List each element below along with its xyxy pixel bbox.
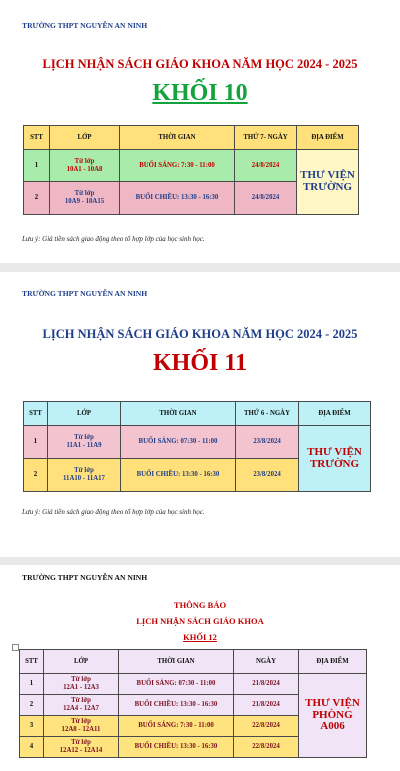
row-stt: 1 xyxy=(24,426,48,459)
header-class: LỚP xyxy=(50,126,120,150)
row-time: BUỔI CHIỀU: 13:30 - 16:30 xyxy=(119,695,234,716)
row-date: 23/8/2024 xyxy=(236,459,299,492)
table-row xyxy=(24,150,359,182)
row-stt: 1 xyxy=(24,150,50,182)
table-row xyxy=(24,426,371,459)
row-stt: 2 xyxy=(20,695,44,716)
row-class: Từ lớp 11A10 - 11A17 xyxy=(48,459,121,492)
row-class: Từ lớp 10A9 - 10A15 xyxy=(50,182,120,215)
place-cell: THƯ VIỆN TRƯỜNG xyxy=(297,150,359,215)
page-title: LỊCH NHẬN SÁCH GIÁO KHOA NĂM HỌC 2024 - 2025 xyxy=(42,327,358,341)
table-header-row xyxy=(24,402,371,426)
row-class: Từ lớp 10A1 - 10A8 xyxy=(50,150,120,182)
grade-heading: KHỐI 10 xyxy=(152,80,248,106)
header-place: ĐỊA ĐIỂM xyxy=(299,402,371,426)
row-date: 23/8/2024 xyxy=(236,426,299,459)
header-date: NGÀY xyxy=(234,650,299,674)
row-time: BUỔI CHIỀU: 13:30 - 16:30 xyxy=(120,182,235,215)
table-anchor-icon xyxy=(12,644,19,651)
row-class: Từ lớp 12A12 - 12A14 xyxy=(44,737,119,758)
header-time: THỜI GIAN xyxy=(119,650,234,674)
schedule-page-grade-12 xyxy=(0,565,400,771)
table-header-row xyxy=(24,126,359,150)
grade-heading: KHỐI 11 xyxy=(152,350,248,376)
row-date: 21/8/2024 xyxy=(234,674,299,695)
row-stt: 4 xyxy=(20,737,44,758)
header-stt: STT xyxy=(24,402,48,426)
row-class: Từ lớp 11A1 - 11A9 xyxy=(48,426,121,459)
header-class: LỚP xyxy=(44,650,119,674)
header-place: ĐỊA ĐIỂM xyxy=(297,126,359,150)
row-time: BUỔI CHIỀU: 13:30 - 16:30 xyxy=(121,459,236,492)
row-date: 22/8/2024 xyxy=(234,716,299,737)
place-cell: THƯ VIỆN PHÒNG A006 xyxy=(299,674,367,758)
row-stt: 1 xyxy=(20,674,44,695)
row-time: BUỔI SÁNG: 07:30 - 11:00 xyxy=(119,674,234,695)
row-time: BUỔI SÁNG: 07:30 - 11:00 xyxy=(121,426,236,459)
schedule-table xyxy=(23,401,371,492)
row-stt: 2 xyxy=(24,182,50,215)
price-note: Lưu ý: Giá tiền sách giao động theo tổ hợp lớp của học sinh học. xyxy=(22,235,205,243)
schedule-table xyxy=(23,125,359,215)
place-cell: THƯ VIỆN TRƯỜNG xyxy=(299,426,371,492)
row-time: BUỔI CHIỀU: 13:30 - 16:30 xyxy=(119,737,234,758)
page-title: LỊCH NHẬN SÁCH GIÁO KHOA NĂM HỌC 2024 - 2025 xyxy=(42,57,358,71)
schedule-page-grade-10 xyxy=(0,0,400,263)
row-stt: 2 xyxy=(24,459,48,492)
row-class: Từ lớp 12A4 - 12A7 xyxy=(44,695,119,716)
row-time: BUỔI SÁNG: 7:30 - 11:00 xyxy=(120,150,235,182)
header-stt: STT xyxy=(24,126,50,150)
price-note: Lưu ý: Giá tiền sách giao động theo tổ hợp lớp của học sinh học. xyxy=(22,508,205,516)
row-date: 22/8/2024 xyxy=(234,737,299,758)
header-stt: STT xyxy=(20,650,44,674)
school-name: TRƯỜNG THPT NGUYỄN AN NINH xyxy=(22,21,148,30)
table-row xyxy=(20,674,367,695)
school-name: TRƯỜNG THPT NGUYỄN AN NINH xyxy=(22,289,148,298)
school-name: TRƯỜNG THPT NGUYỄN AN NINH xyxy=(22,573,148,582)
header-date: THỨ 7- NGÀY xyxy=(235,126,297,150)
header-class: LỚP xyxy=(48,402,121,426)
row-date: 24/8/2024 xyxy=(235,150,297,182)
page-title: LỊCH NHẬN SÁCH GIÁO KHOA xyxy=(136,616,264,626)
header-date: THỨ 6 - NGÀY xyxy=(236,402,299,426)
row-date: 21/8/2024 xyxy=(234,695,299,716)
schedule-page-grade-11 xyxy=(0,272,400,557)
row-date: 24/8/2024 xyxy=(235,182,297,215)
header-place: ĐỊA ĐIỂM xyxy=(299,650,367,674)
schedule-table xyxy=(19,649,367,758)
header-time: THỜI GIAN xyxy=(120,126,235,150)
notice-heading: THÔNG BÁO xyxy=(173,600,227,610)
header-time: THỜI GIAN xyxy=(121,402,236,426)
table-header-row xyxy=(20,650,367,674)
grade-heading: KHỐI 12 xyxy=(183,632,217,642)
row-class: Từ lớp 12A8 - 12A11 xyxy=(44,716,119,737)
row-time: BUỔI SÁNG: 7:30 - 11:00 xyxy=(119,716,234,737)
row-class: Từ lớp 12A1 - 12A3 xyxy=(44,674,119,695)
row-stt: 3 xyxy=(20,716,44,737)
